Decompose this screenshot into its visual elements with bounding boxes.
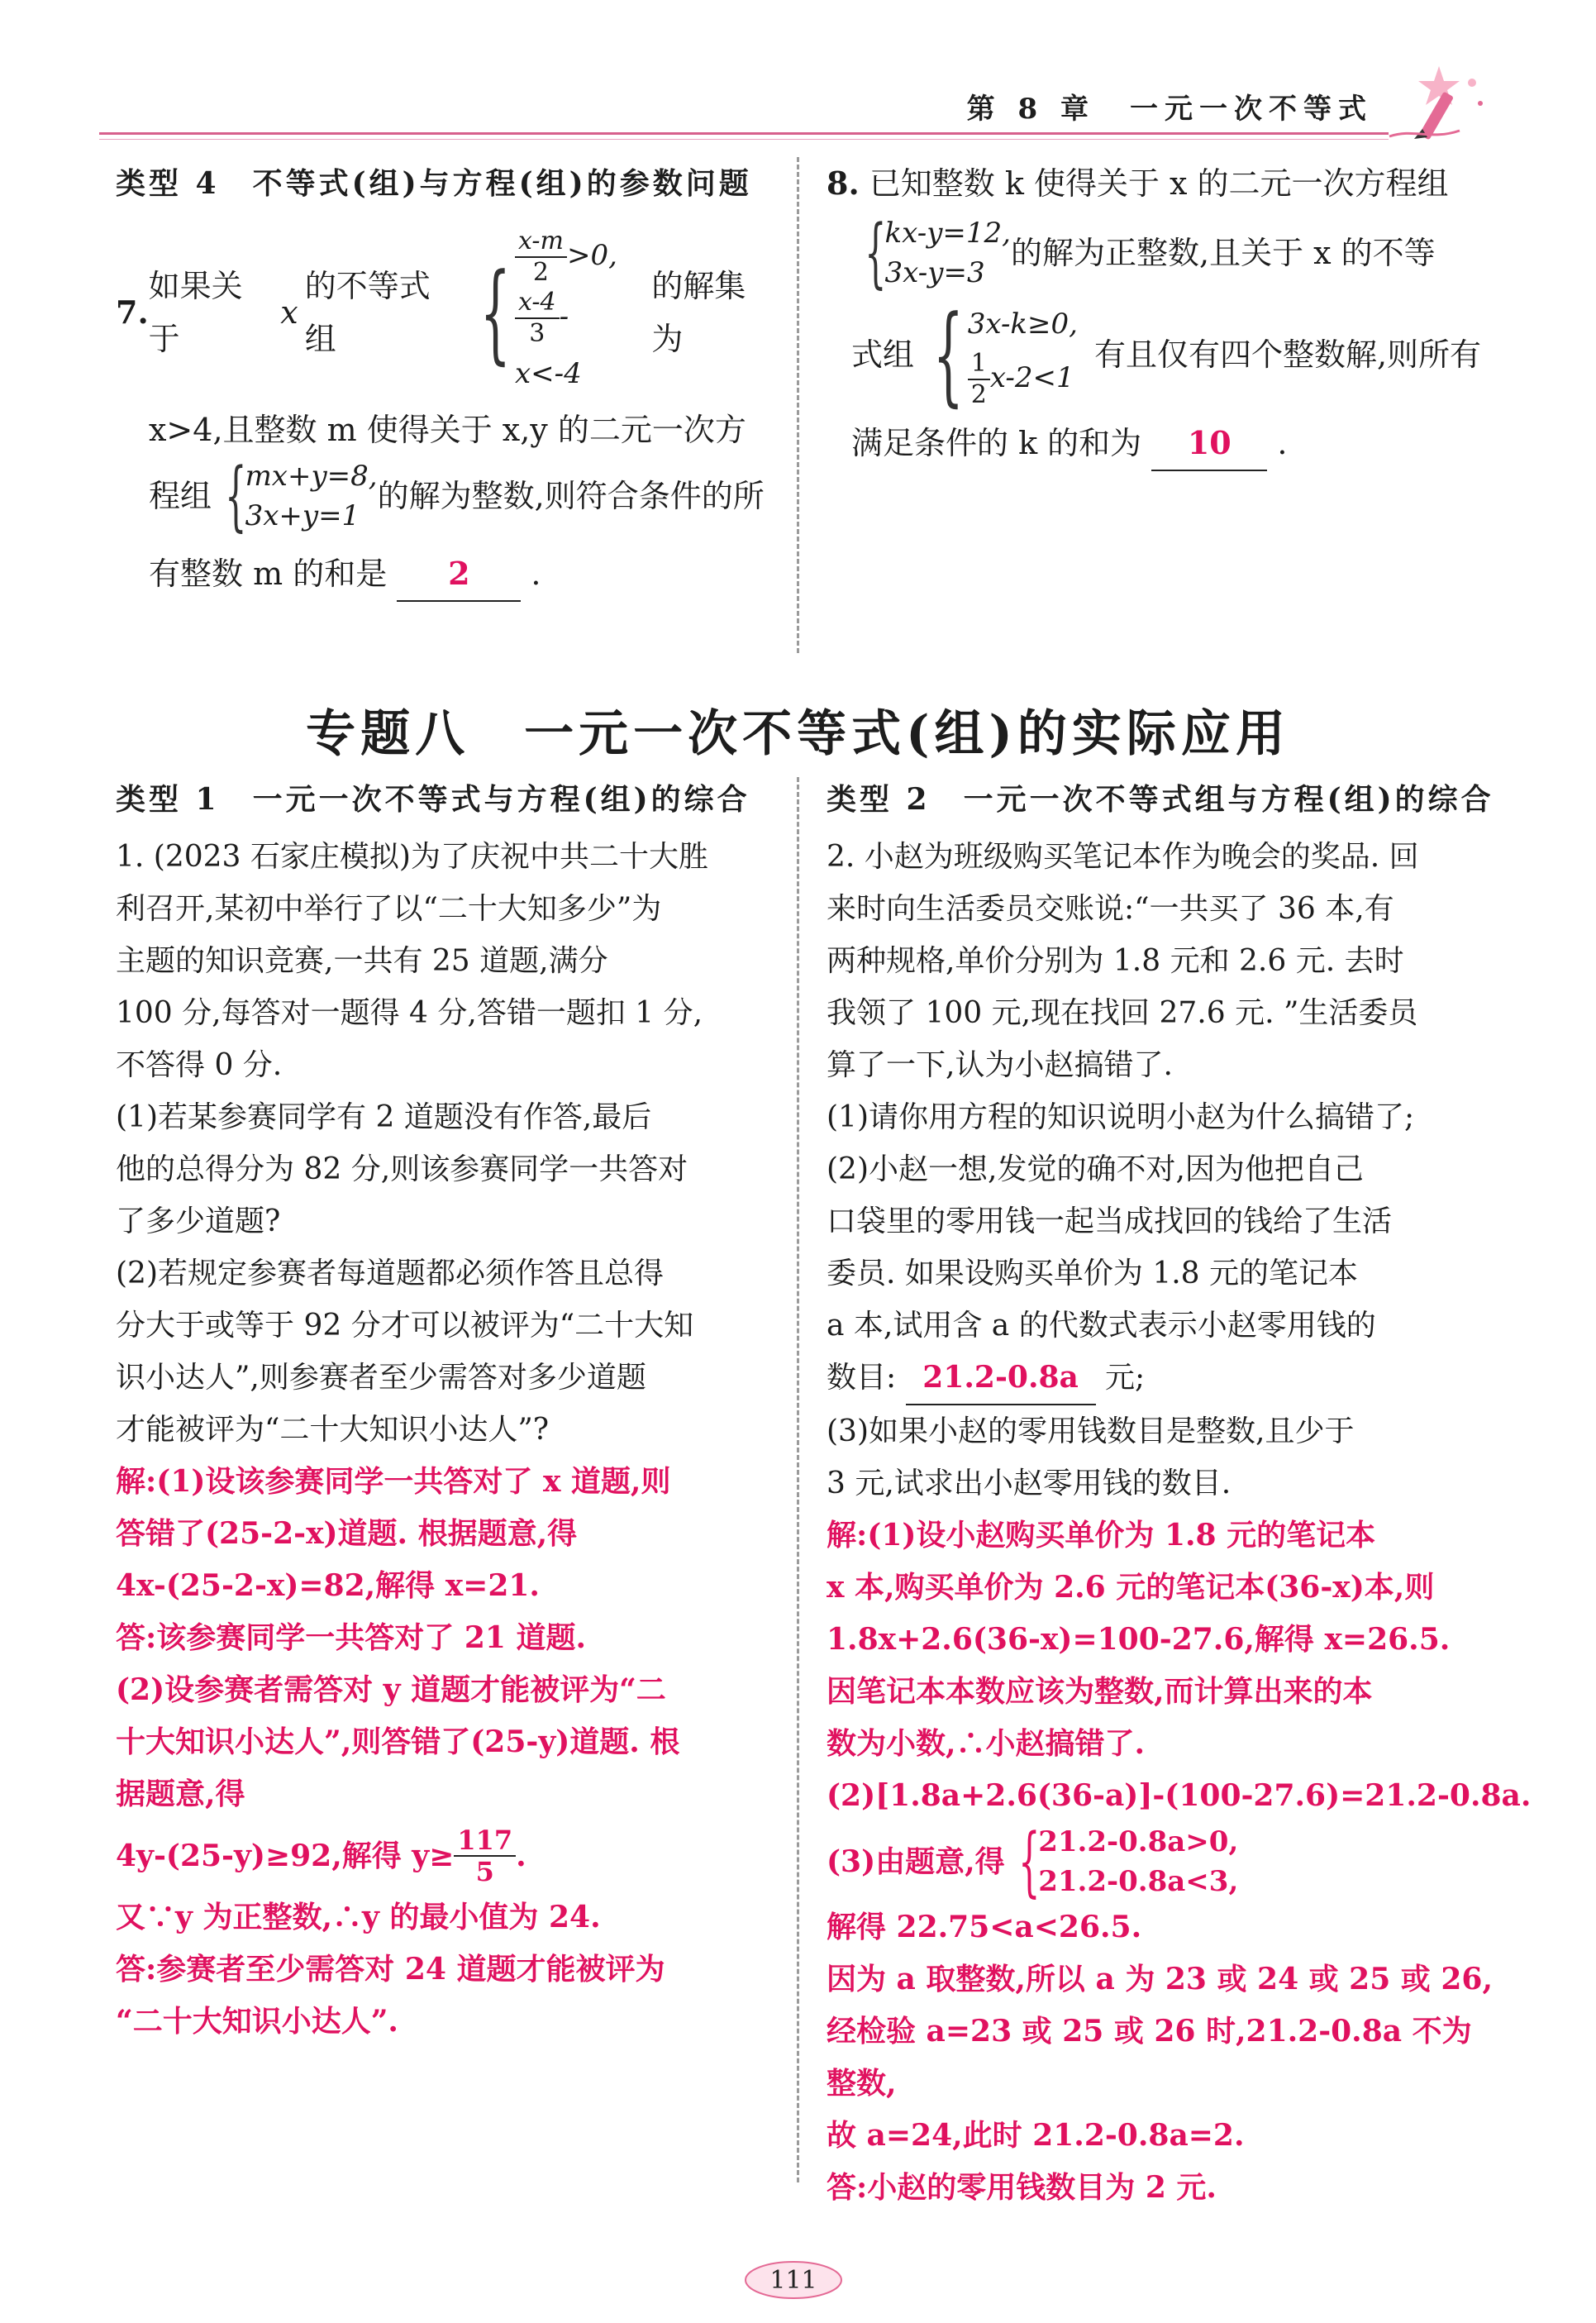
question-text-line: 主题的知识竞赛,一共有 25 道题,满分 [116,944,608,978]
top-right-column [827,157,1488,471]
question-number: 7. [116,293,149,331]
chapter-header: 第 8 章 一元一次不等式 [966,93,1373,126]
q2-fill-line: 数目: 21.2-0.8a 元; [827,1352,1488,1405]
question-2-part3 [827,1405,1488,1510]
solution-text-line: 又∵y 为正整数,∴y 的最小值为 24. [116,1900,601,1934]
solution-text-line: 答:参赛者至少需答对 24 道题才能被评为 [116,1952,665,1987]
question-text-line: 不答得 0 分. [116,1048,283,1082]
page-number-badge [736,2254,851,2303]
q8-line1: 8. 已知整数 k 使得关于 x 的二元一次方程组 [827,165,1449,202]
question-text-line: 3 元,试求出小赵零用钱的数目. [827,1467,1232,1500]
solution-text-line: 因为 a 取整数,所以 a 为 23 或 24 或 25 或 26, [827,1962,1493,1996]
column-divider-top [797,157,799,653]
solution-1-inequality: 4y-(25-y)≥92,解得 y≥ $\frac{117}{5}$ . [116,1825,526,1887]
inequality-system-1: { $\frac{x-m}{2}$ >0, $\frac{x-4}{3}$ -x<-4 [480,227,617,390]
top-left-column [116,157,777,602]
q8-line3: 式组 { 3x-k≥0, $\frac{1}{2}$ x-2<1 有且仅有四个整数解,则所有 [851,292,1482,417]
solution-text-line: 4x-(25-2-x)=82,解得 x=21. [116,1568,540,1603]
answer-blank: 10 [1151,417,1267,471]
type-heading: 类型 1 一元一次不等式与方程(组)的综合 [116,782,750,817]
question-7-line1 [116,227,777,398]
question-text-line: 他的总得分为 82 分,则该参赛同学一共答对 [116,1152,688,1186]
question-text-line: (2)小赵一想,发觉的确不对,因为他把自己 [827,1152,1364,1186]
solution-text-line: 解:(1)设该参赛同学一共答对了 x 道题,则 [116,1464,671,1499]
q8-line4: 满足条件的 k 的和为 10 . [827,417,1488,471]
solution-text-line: 解:(1)设小赵购买单价为 1.8 元的笔记本 [827,1518,1376,1553]
type-heading: 类型 2 一元一次不等式组与方程(组)的综合 [827,782,1494,817]
answer-blank: 21.2-0.8a [906,1352,1096,1405]
solution-text-line: 答错了(25-2-x)道题. 根据题意,得 [116,1516,578,1551]
solution-2-conclusion [827,1901,1493,2214]
answer-blank: 2 [397,547,521,602]
question-text-line: 2. 小赵为班级购买笔记本作为晚会的奖品. 回 [827,840,1419,874]
equation-system-1: { mx+y=8, 3x+y=1 [225,451,378,540]
question-2 [827,831,1488,1352]
q7-line2: x>4,且整数 m 使得关于 x,y 的二元一次方 [149,412,746,448]
question-text-line: 1. (2023 石家庄模拟)为了庆祝中共二十大胜 [116,840,708,874]
solution-text-line: 因笔记本本数应该为整数,而计算出来的本 [827,1674,1373,1709]
question-text-line: 分大于或等于 92 分才可以被评为“二十大知 [116,1309,694,1343]
question-text-line: 利召开,某初中举行了以“二十大知多少”为 [116,892,662,926]
q7-text: 如果关于 [148,268,243,357]
solution-1-conclusion [116,1891,777,2048]
solution-text-line: (2)[1.8a+2.6(36-a)]-(100-27.6)=21.2-0.8a. [827,1778,1532,1813]
question-text-line: a 本,试用含 a 的代数式表示小赵零用钱的 [827,1309,1376,1343]
question-text-line: 来时向生活委员交账说:“一共买了 36 本,有 [827,892,1394,926]
question-text-line: 了多少道题? [116,1204,281,1238]
question-text-line: (2)若规定参赛者每道题都必须作答且总得 [116,1257,664,1290]
bottom-left-column [116,774,777,2048]
question-text-line: 两种规格,单价分别为 1.8 元和 2.6 元. 去时 [827,944,1404,978]
solution-text-line: “二十大知识小达人”. [116,2004,398,2039]
question-text-line: 算了一下,认为小赵搞错了. [827,1048,1173,1082]
solution-text-line: 1.8x+2.6(36-x)=100-27.6,解得 x=26.5. [827,1622,1451,1657]
equation-system-2: { kx-y=12, 3x-y=3 [865,208,1011,297]
solution-text-line: 解得 22.75<a<26.5. [827,1910,1142,1944]
solution-text-line: 十大知识小达人”,则答错了(25-y)道题. 根 [116,1724,680,1759]
header-rule [99,132,1389,135]
solution-2 [827,1510,1532,1822]
question-text-line: (3)如果小赵的零用钱数目是整数,且少于 [827,1414,1355,1448]
question-text-line: 我领了 100 元,现在找回 27.6 元. ”生活委员 [827,996,1418,1030]
q7-line3: 程组 { mx+y=8, 3x+y=1 的解为整数,则符合条件的所 [149,451,765,540]
q7-text2: 的不等式组 [304,268,431,357]
question-text-line: 委员. 如果设购买单价为 1.8 元的笔记本 [827,1257,1359,1290]
page-number: 111 [769,2266,817,2295]
q8-line2: { kx-y=12, 3x-y=3 的解为正整数,且关于 x 的不等 [827,213,1488,293]
inequality-system-2: { 3x-k≥0, $\frac{1}{2}$ x-2<1 [932,292,1078,417]
solution-1 [116,1456,777,1820]
type-heading: 类型 4 不等式(组)与方程(组)的参数问题 [116,166,752,201]
column-divider-bottom [797,777,799,2182]
solution-text-line: 答:该参赛同学一共答对了 21 道题. [116,1620,586,1655]
bottom-right-column [827,774,1532,2214]
solution-text-line: 数为小数,∴小赵搞错了. [827,1726,1146,1761]
pencil-star-decoration-icon [1381,58,1497,149]
solution-text-line: x 本,购买单价为 2.6 元的笔记本(36-x)本,则 [827,1570,1435,1605]
solution-text-line: (2)设参赛者需答对 y 道题才能被评为“二 [116,1672,666,1707]
solution-text-line: 经检验 a=23 或 25 或 26 时,21.2-0.8a 不为 [827,2014,1472,2049]
q7-text3: 的解集为 [651,268,746,357]
q7-var: x [280,294,298,331]
question-text-line: (1)请你用方程的知识说明小赵为什么搞错了; [827,1100,1415,1134]
solution-text-line: 整数, [827,2066,897,2101]
question-1 [116,831,777,1456]
topic-title: 专题八 一元一次不等式(组)的实际应用 [306,705,1290,763]
solution-text-line: 据题意,得 [116,1777,245,1811]
question-text-line: 口袋里的零用钱一起当成找回的钱给了生活 [827,1204,1393,1238]
solution-2-system: (3)由题意,得 { 21.2-0.8a>0, 21.2-0.8a<3, [827,1817,1239,1906]
solution-text-line: 答:小赵的零用钱数目为 2 元. [827,2170,1217,2205]
header-rule-thin [99,139,1389,140]
question-text-line: (1)若某参赛同学有 2 道题没有作答,最后 [116,1100,652,1134]
question-text-line: 才能被评为“二十大知识小达人”? [116,1413,550,1447]
solution-text-line: 故 a=24,此时 21.2-0.8a=2. [827,2118,1245,2153]
question-text-line: 100 分,每答对一题得 4 分,答错一题扣 1 分, [116,996,703,1030]
question-text-line: 识小达人”,则参赛者至少需答对多少道题 [116,1361,646,1395]
q7-line4: 有整数 m 的和是 2 . [116,547,777,602]
